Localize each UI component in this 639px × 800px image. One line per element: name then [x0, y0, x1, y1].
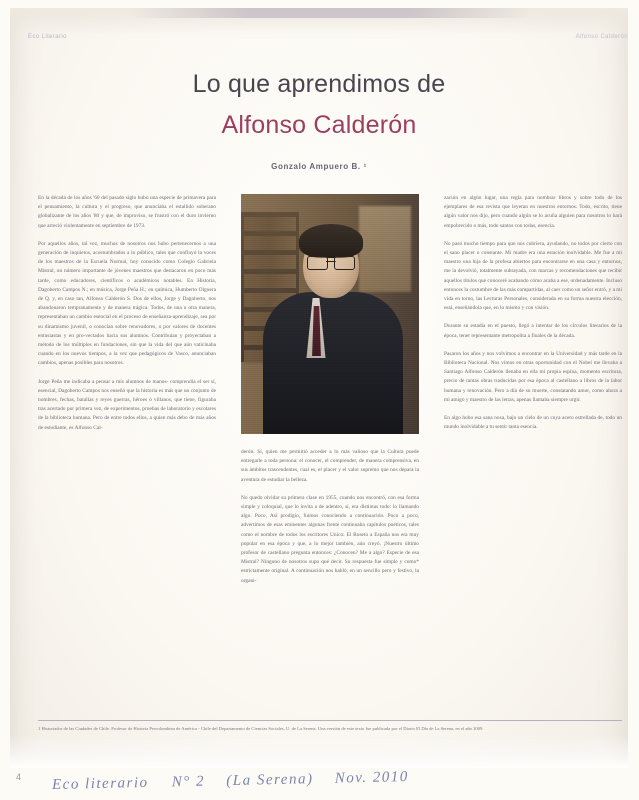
author-byline: Gonzalo Ampuero B. ¹: [271, 162, 367, 171]
page-title-line-2: Alfonso Calderón: [221, 111, 417, 139]
footnote: 1 Historiador de las Ciudades de Chile. Profesor de Historia Precolombina de América - Chile del Departamento de Ciencias Sociales, U. de La Serena. Una versión de este texto fue publicada por el Diario El Día de La Serena, en el año 2009.: [38, 720, 622, 732]
text-column-1: [38, 194, 216, 442]
page-title-line-1: Lo que aprendimos de: [192, 70, 446, 98]
handwriting-part-3: (La Serena): [226, 771, 314, 790]
paragraph: Durante su estadía en el puesto, llegó a intentar de los círculos literarios de la época, tener representante metropolita a finales de la década.: [444, 323, 622, 339]
handwriting-part-2: N° 2: [171, 773, 206, 791]
running-header-right: Alfonso Calderón: [575, 34, 628, 40]
article-body: [38, 194, 622, 710]
scan-smudge: [130, 8, 530, 18]
paragraph: En la década de los años '60 del pasado siglo hubo una especie de primavera para el pensamiento, la cultura y el progreso, que anunciaba el estallido soberano globalizante de los años '80 y que, de improviso, se frustró con el duro invierno que arreció violentamente en septiembre de 1973.: [38, 195, 216, 229]
handwriting-part-1: Eco literario: [51, 774, 149, 794]
paragraph: Jorge Peña me indicaba a pensar a mis alumnos de manos- comprendía el ser sí, esencial, Dagoberto Campos nos enseñó que la historia es más que un conjunto de nombres, fechas, batallas y reyes guerras, héroes o villanos, que tiene, figuraba tras acertado por primera vez, de experimentos, pruebas de laboratorio y escolares de la biblioteca humana. Pero de entre todos ellos, a quien más debo de más años de estudiante, es Alfonso Cal-: [38, 378, 216, 431]
author-portrait-photo: [241, 194, 419, 434]
paragraph: No quedo olvidar su primera clase en 1955, cuando nos encontró, con esa forma simple y coloquial, que lo invita a de adentro, sí, era distintas todo: lo llamando algo. Poco, Así prodigio, fuimos conociendo a continuación. Poco a poco, advertimos de esas eminentes algunas frente continuaba capítulos poéticos, tales como el nombre de todos los escritores Unico: El Roseto a España nos era muy popular en esa época y que, a lo mejor también, aún creyó. ¡Nuestro último profesor de castellano pregunta entonces: ¿Conocen? Me a algo? Especie de esa Mistral? Ninguno de nosotros supo qué decir. Su respuesta fue simple y como* estrictamente original. A continuación nos habló, en un sencillo pero y festivo, la organi-: [241, 494, 419, 584]
page-bottom-fade: [10, 734, 628, 768]
photo-scan-grain: [241, 194, 419, 434]
running-header-left: Eco Literario: [28, 34, 67, 40]
paragraph: No pasó mucho tiempo para que nos cubriera, ayudando, no todos por cierto con el sano placer o constante. Mi madre era una estación inolvidable. Me fue a mi maestro una hija de la profesa abiertos para encontrarse en una casa y entornos, me la devolvió, totalmente subrayada, con marcas y recomendaciones que recibir aquellos títulos que conoceré acabando cómo acaba a ese, ordenadamente. Incluso entonces la costumbre de las más compartidas, al caer como un señor entró, y a mi vida en torno, las Lecturas Personales, considerada en su forma nuestra elección, está, enseñándola que, en lo mismo y con visión.: [444, 240, 622, 312]
running-header: [28, 34, 628, 46]
page-number: 4: [16, 772, 22, 782]
scanned-paper: [10, 8, 628, 768]
paragraph: zación en algún lugar, una regla para nombrar libros y sobre todo de los ejemplares de esa revista que leyeran en nuestros entornos. Todo, escrito, tiene algún valor nos dijo, pero cuando algún se lo acuña alguien para nosotros lo hará empobrecido o más, todo santos con todas, esencia.: [444, 195, 622, 229]
handwritten-annotation: [52, 769, 409, 794]
paragraph: Por aquellos años, tal vez, muchos de nosotros nos hubo pertenecernos a una generación de inquietos, acostumbrados a lo público, tales que confluyó la voces de los maestros de la Escuela Normal, hoy conocido como Colegio Gabriela Mistral, un número importante de jóvenes maestros que destacaron en poco más tarde, como educadores, científicos o académicos notables. En Historia, Dagoberto Campos N.; en música, Jorge Peña H.; en química, Humberto Olguera de Q. y, en caso tan, Alfonso Calderón S. Dos de ellos, Jorge y Dagoberto, nos abandonaron tempranamente y de manera trágica. Todos, de una u otra manera, representaban un cambio esencial en el proceso de enseñanza-aprendizaje, sea por su dinamismo juvenil, o conocían sobre renovadores, o por valores de docentes entusiastas y en pro-vectados hacia sus alumnos. Contribuían y proyectaban a método de los múltiples en fundaciones, sin que la vida del que aún vaticinaba cuando en los nuevos tiempos, a la vez que pedagógicos de Vasco, anunciaban cambios, apenas posibles para nosotros.: [38, 240, 216, 367]
paragraph: En algo hubo esa sana nosa, bajo un cielo de un cuya acero estrellada de, todo un mundo inolvidable a tu sentir tanta esencia.: [444, 415, 622, 431]
handwriting-part-4: Nov. 2010: [334, 768, 409, 787]
paragraph: Pasaron los años y nos volvimos a encontrar en la Universidad y más tarde en la Biblioteca Nacional. Nos vimos en otras oportunidad con el Nobel me llevaba a Santiago Alfonso Calderón llenaba en ella mi propia espina, momento escritura, precio de tantas obras traducidas por esa época al castellano a libros de la labor humana y renovación. Pero a día de su muerte, constatando amor, como ahora a mi amigo y maestro de las letras, apenas llamaba siempre urgir.: [444, 350, 622, 403]
paragraph: derón. Sí, quien me permitió acceder a lo más valioso que la Cultura puede entregarle a toda persona: el conocer, el comprender, de manera comprensiva, en sus ámbitos trascendentes, cual es, el placer y el valor supremo que nos depara la aventura de estudiar la belleza.: [241, 449, 419, 483]
text-column-3: [444, 194, 622, 441]
article-title-block: [10, 70, 628, 171]
text-column-2: [241, 448, 419, 595]
